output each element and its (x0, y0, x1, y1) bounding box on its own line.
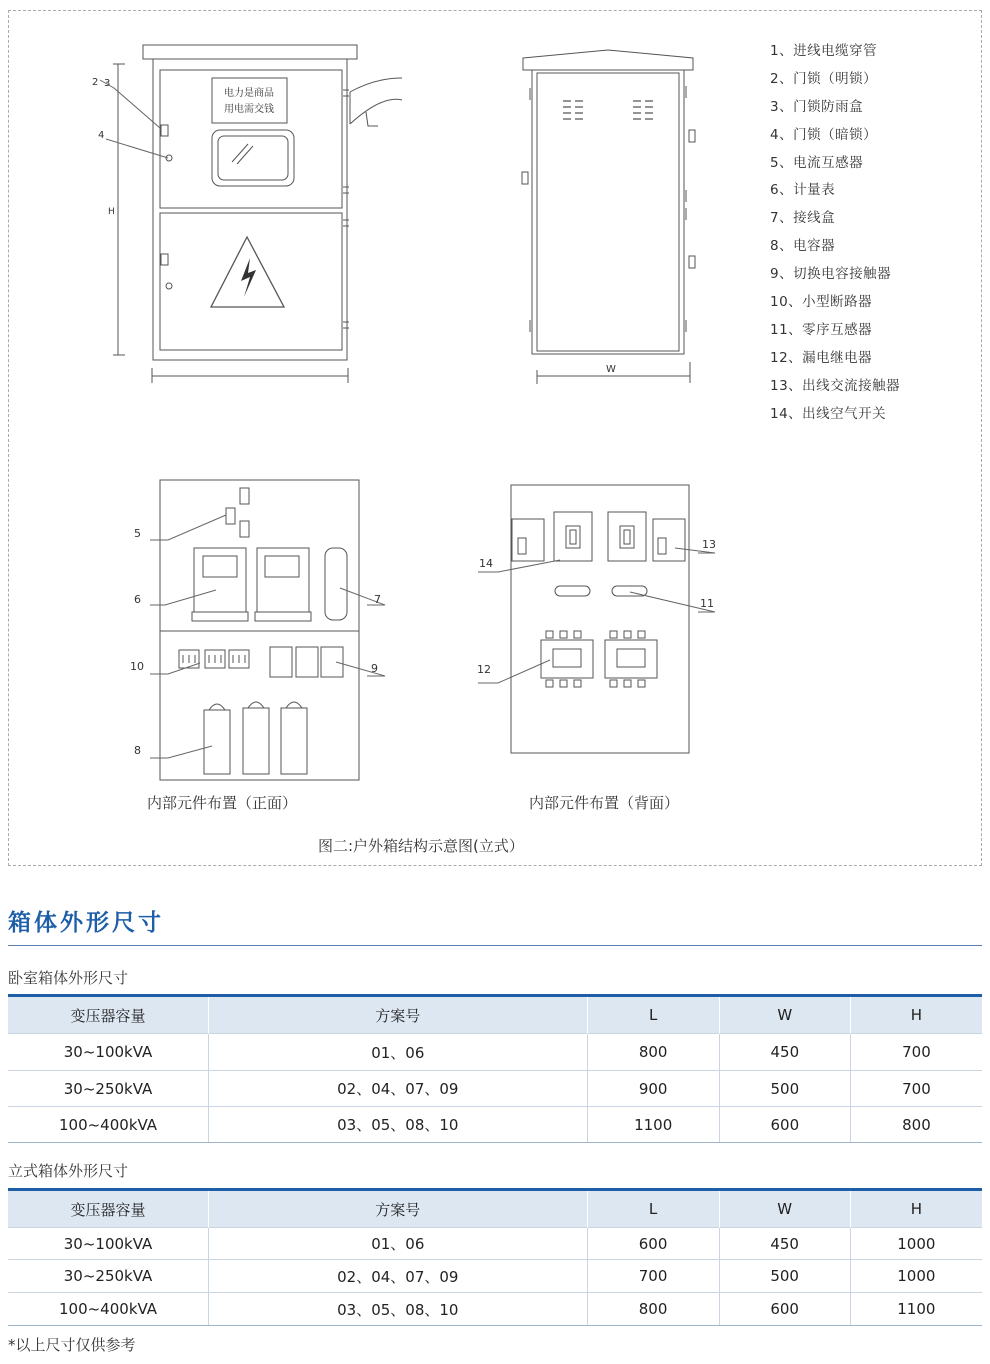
header-scheme: 方案号 (209, 996, 587, 1034)
cell: 800 (587, 1293, 719, 1326)
dimension-table-horizontal (8, 994, 982, 1143)
legend-item: 7、接线盒 (770, 210, 836, 227)
header-capacity: 变压器容量 (8, 1190, 209, 1228)
cell: 500 (719, 1260, 850, 1293)
cell: 30~100kVA (8, 1034, 209, 1071)
table-header-row (8, 1190, 982, 1228)
cell: 100~400kVA (8, 1293, 209, 1326)
callout-13: 12 (477, 663, 491, 676)
cell: 800 (850, 1107, 982, 1143)
table-row (8, 1260, 982, 1293)
section-divider (8, 945, 982, 946)
cell: 03、05、08、10 (209, 1107, 587, 1143)
cell: 01、06 (209, 1228, 587, 1260)
legend-item: 1、进线电缆穿管 (770, 43, 878, 59)
legend-item: 5、电流互感器 (770, 154, 864, 171)
table-row (8, 1293, 982, 1326)
table-title-vertical: 立式箱体外形尺寸 (8, 1162, 129, 1180)
cell: 600 (587, 1228, 719, 1260)
internal-front-panel (130, 480, 385, 780)
svg-text:用电需交钱: 用电需交钱 (224, 104, 274, 115)
legend-item: 8、电容器 (770, 238, 836, 255)
callout-10: 10 (130, 660, 144, 673)
header-h: H (850, 1190, 982, 1228)
front-view (92, 45, 402, 383)
legend-item: 3、门锁防雨盒 (770, 98, 864, 115)
cell: 700 (587, 1260, 719, 1293)
svg-text:H: H (108, 207, 115, 217)
header-capacity: 变压器容量 (8, 996, 209, 1034)
callout-4: 4 (98, 130, 105, 141)
cell: 30~100kVA (8, 1228, 209, 1260)
legend-item: 13、出线交流接触器 (770, 377, 901, 394)
cell: 01、06 (209, 1034, 587, 1071)
legend-item: 14、出线空气开关 (770, 405, 887, 422)
dimension-table-vertical (8, 1188, 982, 1326)
legend-item: 9、切换电容接触器 (770, 266, 892, 283)
legend-item: 4、门锁（暗锁） (770, 126, 878, 143)
callout-5: 5 (134, 527, 141, 540)
cell: 600 (719, 1293, 850, 1326)
header-l: L (587, 1190, 719, 1228)
callout-14: 14 (479, 557, 493, 570)
legend-item: 11、零序互感器 (770, 321, 873, 338)
cell: 900 (587, 1071, 719, 1107)
callout-8: 8 (134, 744, 141, 757)
cell: 02、04、07、09 (209, 1071, 587, 1107)
cell: 02、04、07、09 (209, 1260, 587, 1293)
cable-conduit (350, 78, 402, 126)
cell: 30~250kVA (8, 1260, 209, 1293)
header-h: H (850, 996, 982, 1034)
caption-internal-back: 内部元件布置（背面） (529, 794, 680, 812)
cell: 450 (719, 1034, 850, 1071)
cell: 700 (850, 1034, 982, 1071)
cell: 1000 (850, 1260, 982, 1293)
figure-caption: 图二:户外箱结构示意图(立式） (318, 837, 524, 855)
table-header-row (8, 996, 982, 1034)
header-w: W (719, 996, 850, 1034)
legend-item: 10、小型断路器 (770, 294, 873, 311)
legend-item: 12、漏电继电器 (770, 349, 873, 366)
table-row (8, 1034, 982, 1071)
legend-item: 2、门锁（明锁） (770, 70, 878, 87)
header-scheme: 方案号 (209, 1190, 587, 1228)
cell: 1100 (850, 1293, 982, 1326)
cell: 600 (719, 1107, 850, 1143)
callout-7: 7 (374, 593, 381, 606)
callout-6: 6 (134, 593, 141, 606)
side-view (522, 50, 695, 384)
legend-item: 6、计量表 (770, 182, 836, 199)
callout-9: 9 (371, 662, 378, 675)
table-row (8, 1071, 982, 1107)
callout-3: 3 (104, 78, 111, 89)
svg-text:W: W (606, 364, 616, 375)
header-w: W (719, 1190, 850, 1228)
caption-internal-front: 内部元件布置（正面） (147, 794, 298, 812)
component-legend (770, 40, 900, 430)
table-title-horizontal: 卧室箱体外形尺寸 (8, 969, 129, 987)
svg-text:电力是商品: 电力是商品 (224, 88, 274, 99)
callout-2: 2 (92, 77, 99, 88)
cell: 30~250kVA (8, 1071, 209, 1107)
cell: 03、05、08、10 (209, 1293, 587, 1326)
cell: 100~400kVA (8, 1107, 209, 1143)
footnote: *以上尺寸仅供参考 (8, 1336, 136, 1354)
callout-11: 11 (700, 597, 714, 610)
section-title: 箱体外形尺寸 (8, 910, 164, 936)
table-row (8, 1228, 982, 1260)
cell: 800 (587, 1034, 719, 1071)
cell: 450 (719, 1228, 850, 1260)
callout-12: 13 (702, 538, 716, 551)
cell: 1100 (587, 1107, 719, 1143)
cell: 700 (850, 1071, 982, 1107)
header-l: L (587, 996, 719, 1034)
cell: 1000 (850, 1228, 982, 1260)
cell: 500 (719, 1071, 850, 1107)
internal-back-panel (477, 485, 716, 753)
table-row (8, 1107, 982, 1143)
